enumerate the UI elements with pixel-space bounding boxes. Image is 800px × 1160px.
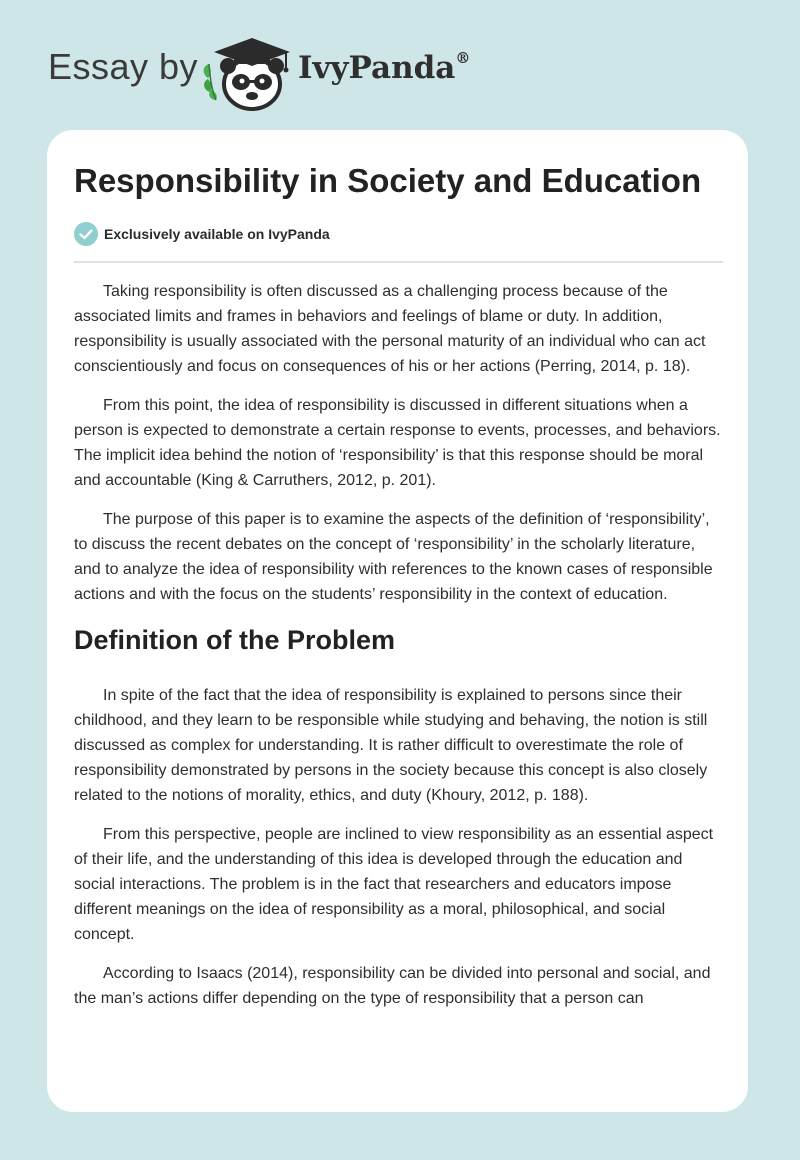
panda-logo-icon[interactable] (200, 34, 296, 112)
site-header (0, 0, 800, 130)
essay-card (47, 130, 748, 1112)
registered-mark: ® (455, 48, 471, 67)
section-heading: Definition of the Problem (74, 625, 395, 655)
essay-body (74, 279, 725, 1025)
page-title: Responsibility in Society and Education (74, 162, 702, 199)
paragraph: From this point, the idea of responsibility is discussed in different situations when a person is expected to demonstrate a certain response to events, processes, and behaviors. The implicit idea behind the notion of ‘responsibility’ is that this response should be moral and accountable (King & Carruthers, 2012, p. 201). (74, 397, 721, 489)
essay-by-label: Essay by (48, 46, 199, 87)
badge-label: Exclusively available on IvyPanda (104, 226, 330, 242)
paragraph: From this perspective, people are inclined to view responsibility as an essential aspect of their life, and the understanding of this idea is developed through the education and social interactions. The problem is in the fact that researchers and educators impose different meanings on the idea of responsibility as a moral, philosophical, and social concept. (74, 826, 714, 943)
brand-name[interactable] (298, 50, 470, 86)
paragraph: In spite of the fact that the idea of responsibility is explained to persons since their childhood, and they learn to be responsible while studying and behaving, the notion is still discussed as complex for understanding. It is rather difficult to overestimate the role of responsibility demonstrated by persons in the society because this concept is also closely related to the notions of morality, ethics, and duty (Khoury, 2012, p. 188). (74, 687, 708, 804)
check-circle-icon (74, 222, 98, 246)
brand-label: IvyPanda (298, 50, 456, 86)
divider (74, 261, 723, 263)
paragraph: Taking responsibility is often discussed as a challenging process because of the associated limits and frames in behaviors and feelings of blame or duty. In addition, responsibility is usually associated with the personal maturity of an individual who can act conscientiously and focus on consequences of his or her actions (Perring, 2014, p. 18). (74, 283, 706, 375)
paragraph: The purpose of this paper is to examine the aspects of the definition of ‘responsibility’, to discuss the recent debates on the concept of ‘responsibility’ in the scholarly literature, and to analyze the idea of responsibility with references to the known cases of responsible actions and with the focus on the students’ responsibility in the context of education. (74, 511, 713, 603)
paragraph: According to Isaacs (2014), responsibility can be divided into personal and social, and the man’s actions differ depending on the type of responsibility that a person can (74, 965, 711, 1007)
